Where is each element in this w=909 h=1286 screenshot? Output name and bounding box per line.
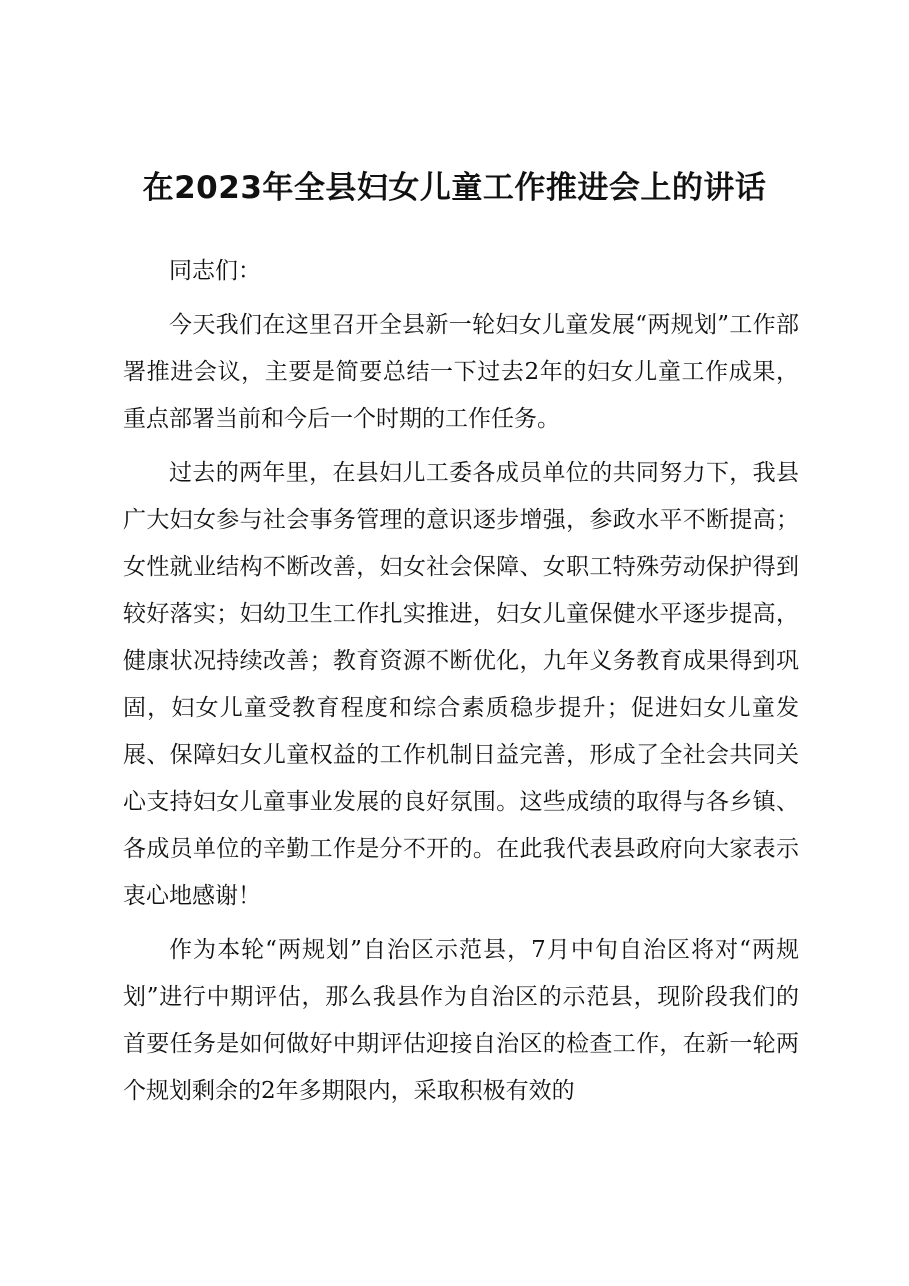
- intro-paragraph: 今天我们在这里召开全县新一轮妇女儿童发展“两规划”工作部署推进会议，主要是简要总结一下过去2年的妇女儿童工作成果，重点部署当前和今后一个时期的工作任务。: [123, 312, 799, 432]
- document-body: [123, 248, 799, 1122]
- achievements-paragraph: 过去的两年里，在县妇儿工委各成员单位的共同努力下，我县广大妇女参与社会事务管理的意识逐步增强，参政水平不断提高；女性就业结构不断改善，妇女社会保障、女职工特殊劳动保护得到较好落实；妇幼卫生工作扎实推进，妇女儿童保健水平逐步提高，健康状况持续改善；教育资源不断优化，九年义务教育成果得到巩固，妇女儿童受教育程度和综合素质稳步提升；促进妇女儿童发展、保障妇女儿童权益的工作机制日益完善，形成了全社会共同关心支持妇女儿童事业发展的良好氛围。这些成绩的取得与各乡镇、各成员单位的辛勤工作是分不开的。在此我代表县政府向大家表示衷心地感谢！: [123, 460, 799, 909]
- document-title: 在2023年全县妇女儿童工作推进会上的讲话: [142, 170, 767, 206]
- salutation-paragraph: 同志们：: [169, 258, 261, 284]
- task-paragraph: 作为本轮“两规划”自治区示范县，7月中旬自治区将对“两规划”进行中期评估，那么我县作为自治区的示范县，现阶段我们的首要任务是如何做好中期评估迎接自治区的检查工作，在新一轮两个规划剩余的2年多期限内，采取积极有效的: [123, 937, 799, 1104]
